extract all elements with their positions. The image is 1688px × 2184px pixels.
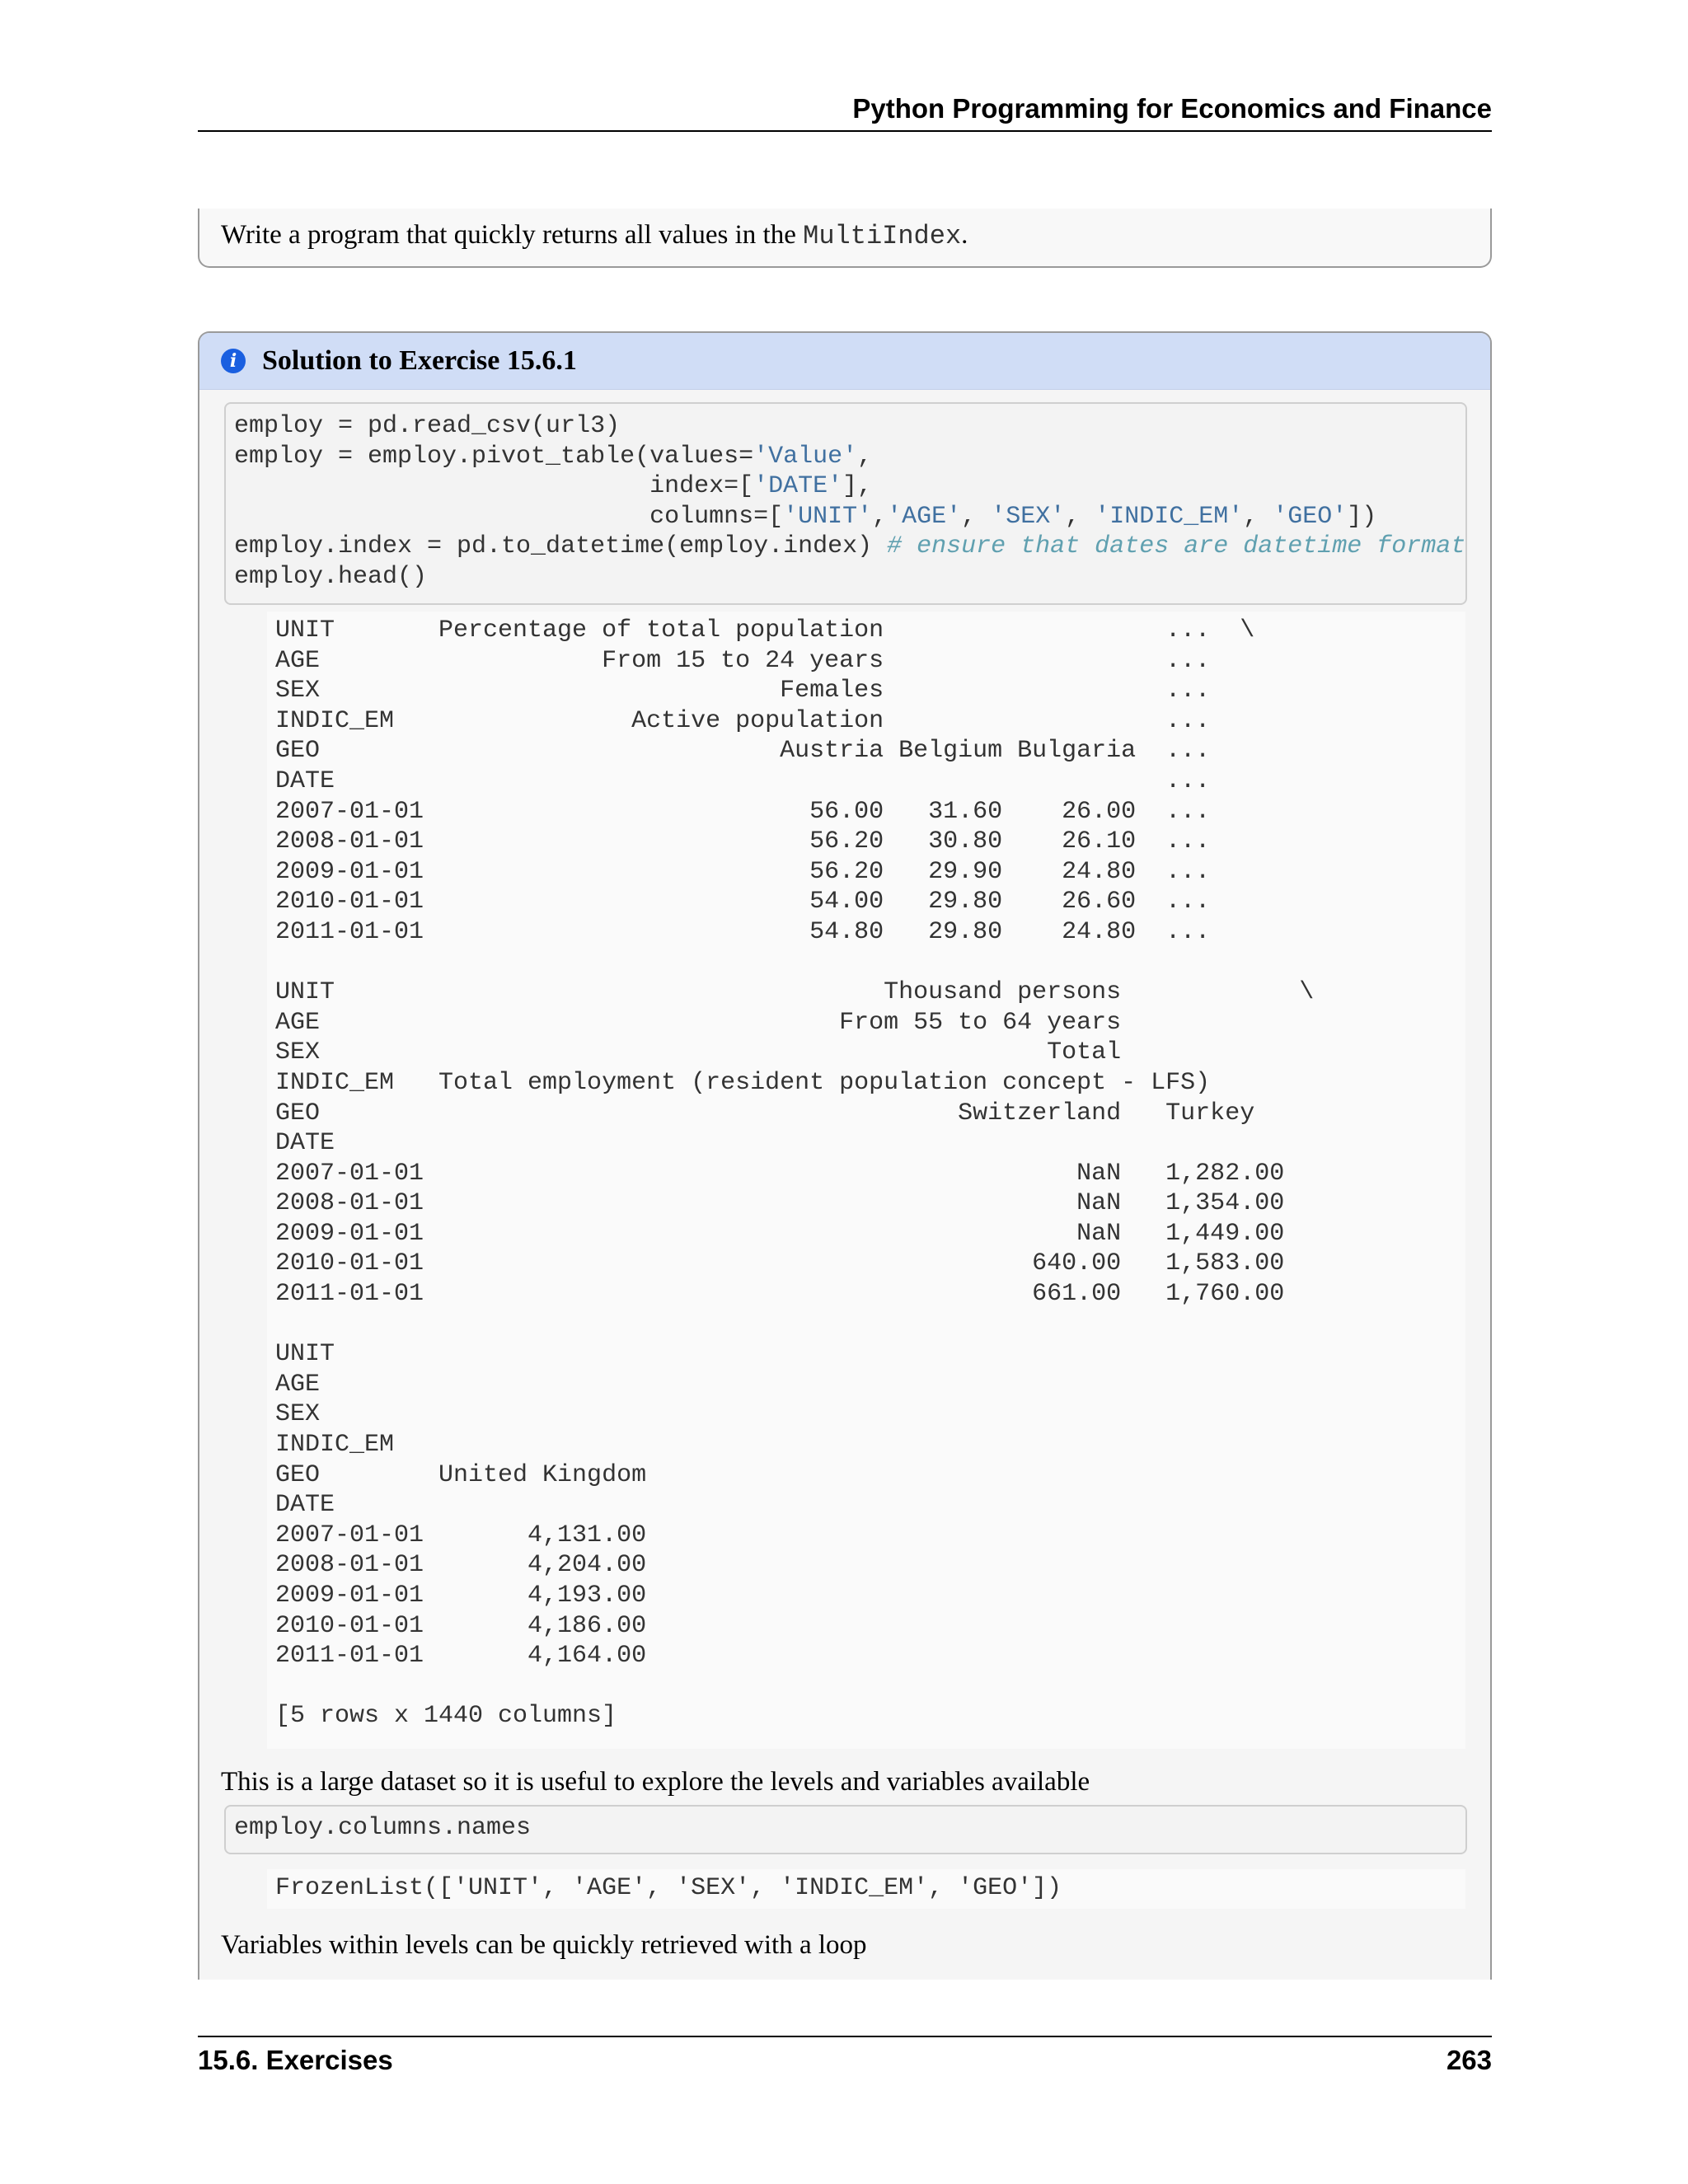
code-text: ], [842, 472, 873, 501]
code-cell[interactable] [224, 1805, 1467, 1854]
exercise-inline-code: MultiIndex [803, 221, 962, 251]
frozenlist-output: FrozenList(['UNIT', 'AGE', 'SEX', 'INDIC_EM', 'GEO']) [275, 1874, 1062, 1902]
code-comment: # ensure that dates are datetime format [887, 532, 1466, 561]
code-text: index=[ [234, 472, 754, 501]
page-number: 263 [1446, 2045, 1492, 2075]
exercise-text-main: Write a program that quickly returns all values in the [221, 220, 804, 250]
exercise-text [221, 217, 968, 255]
code-text: employ = employ.pivot_table(values= [234, 442, 754, 471]
code-text: columns=[ [234, 502, 784, 531]
code-string: 'GEO' [1273, 502, 1348, 531]
info-icon: i [221, 349, 246, 373]
code-string: 'AGE' [887, 502, 962, 531]
code-text: , [1243, 502, 1273, 531]
code-cell[interactable] [224, 402, 1467, 605]
header-rule [198, 130, 1492, 132]
code-text: , [961, 502, 992, 531]
output-cell [267, 612, 1465, 1749]
code-text: , [857, 442, 873, 471]
footer-section: 15.6. Exercises [198, 2045, 393, 2075]
code-string: 'UNIT' [783, 502, 873, 531]
code-text: employ.index = pd.to_datetime(employ.index) [234, 532, 888, 561]
code-line: employ = pd.read_csv(url3) [234, 412, 621, 440]
exercise-text-end: . [961, 220, 968, 250]
code-string: 'DATE' [753, 472, 843, 501]
code-line [234, 503, 1376, 531]
code-string: 'INDIC_EM' [1095, 502, 1244, 531]
code-string: 'Value' [753, 442, 858, 471]
code-line [234, 532, 1465, 560]
code-text: ]) [1347, 502, 1377, 531]
code-text: , [1065, 502, 1095, 531]
code-line: employ.head() [234, 562, 428, 591]
body-paragraph: This is a large dataset so it is useful to explore the levels and variables available [221, 1767, 1090, 1797]
code-line [234, 443, 872, 471]
code-string: 'SEX' [991, 502, 1066, 531]
exercise-box [198, 209, 1492, 268]
solution-box [198, 331, 1492, 1980]
code-block [234, 411, 1465, 593]
body-paragraph: Variables within levels can be quickly retrieved with a loop [221, 1930, 867, 1960]
solution-title: Solution to Exercise 15.6.1 [262, 345, 577, 376]
code-line [234, 472, 872, 500]
solution-title-bar [199, 333, 1490, 390]
running-header: Python Programming for Economics and Finance [852, 93, 1492, 124]
output-cell [267, 1869, 1465, 1909]
dataframe-output: UNIT Percentage of total population ... \ AGE From 15 to 24 years ... SEX Females ... INDIC_EM Active population ... GEO Austria Belgium Bulgaria ... DATE ... 2007-01-01 56.00 31.60 26.00 ... 2008-01-01 56.20 30.80 26.10 ... 2009-01-01 56.20 29.90 24.80 ... 2010-01-01 54.00 29.80 26.60 ... 2011-01-01 54.80 29.80 24.80 ... UNIT Thousand persons \ AGE From 55 to 64 years SEX Total INDIC_EM Total employment (resident population concept - LFS) GEO Switzerland Turkey DATE 2007-01-01 NaN 1,282.00 2008-01-01 NaN 1,354.00 2009-01-01 NaN 1,449.00 2010-01-01 640.00 1,583.00 2011-01-01 661.00 1,760.00 UNIT AGE SEX INDIC_EM GEO United Kingdom DATE 2007-01-01 4,131.00 2008-01-01 4,204.00 2009-01-01 4,193.00 2010-01-01 4,186.00 2011-01-01 4,164.00 [5 rows x 1440 columns] [275, 616, 1315, 1731]
code-text: , [872, 502, 888, 531]
footer-rule [198, 2036, 1492, 2037]
code-block: employ.columns.names [234, 1814, 532, 1842]
